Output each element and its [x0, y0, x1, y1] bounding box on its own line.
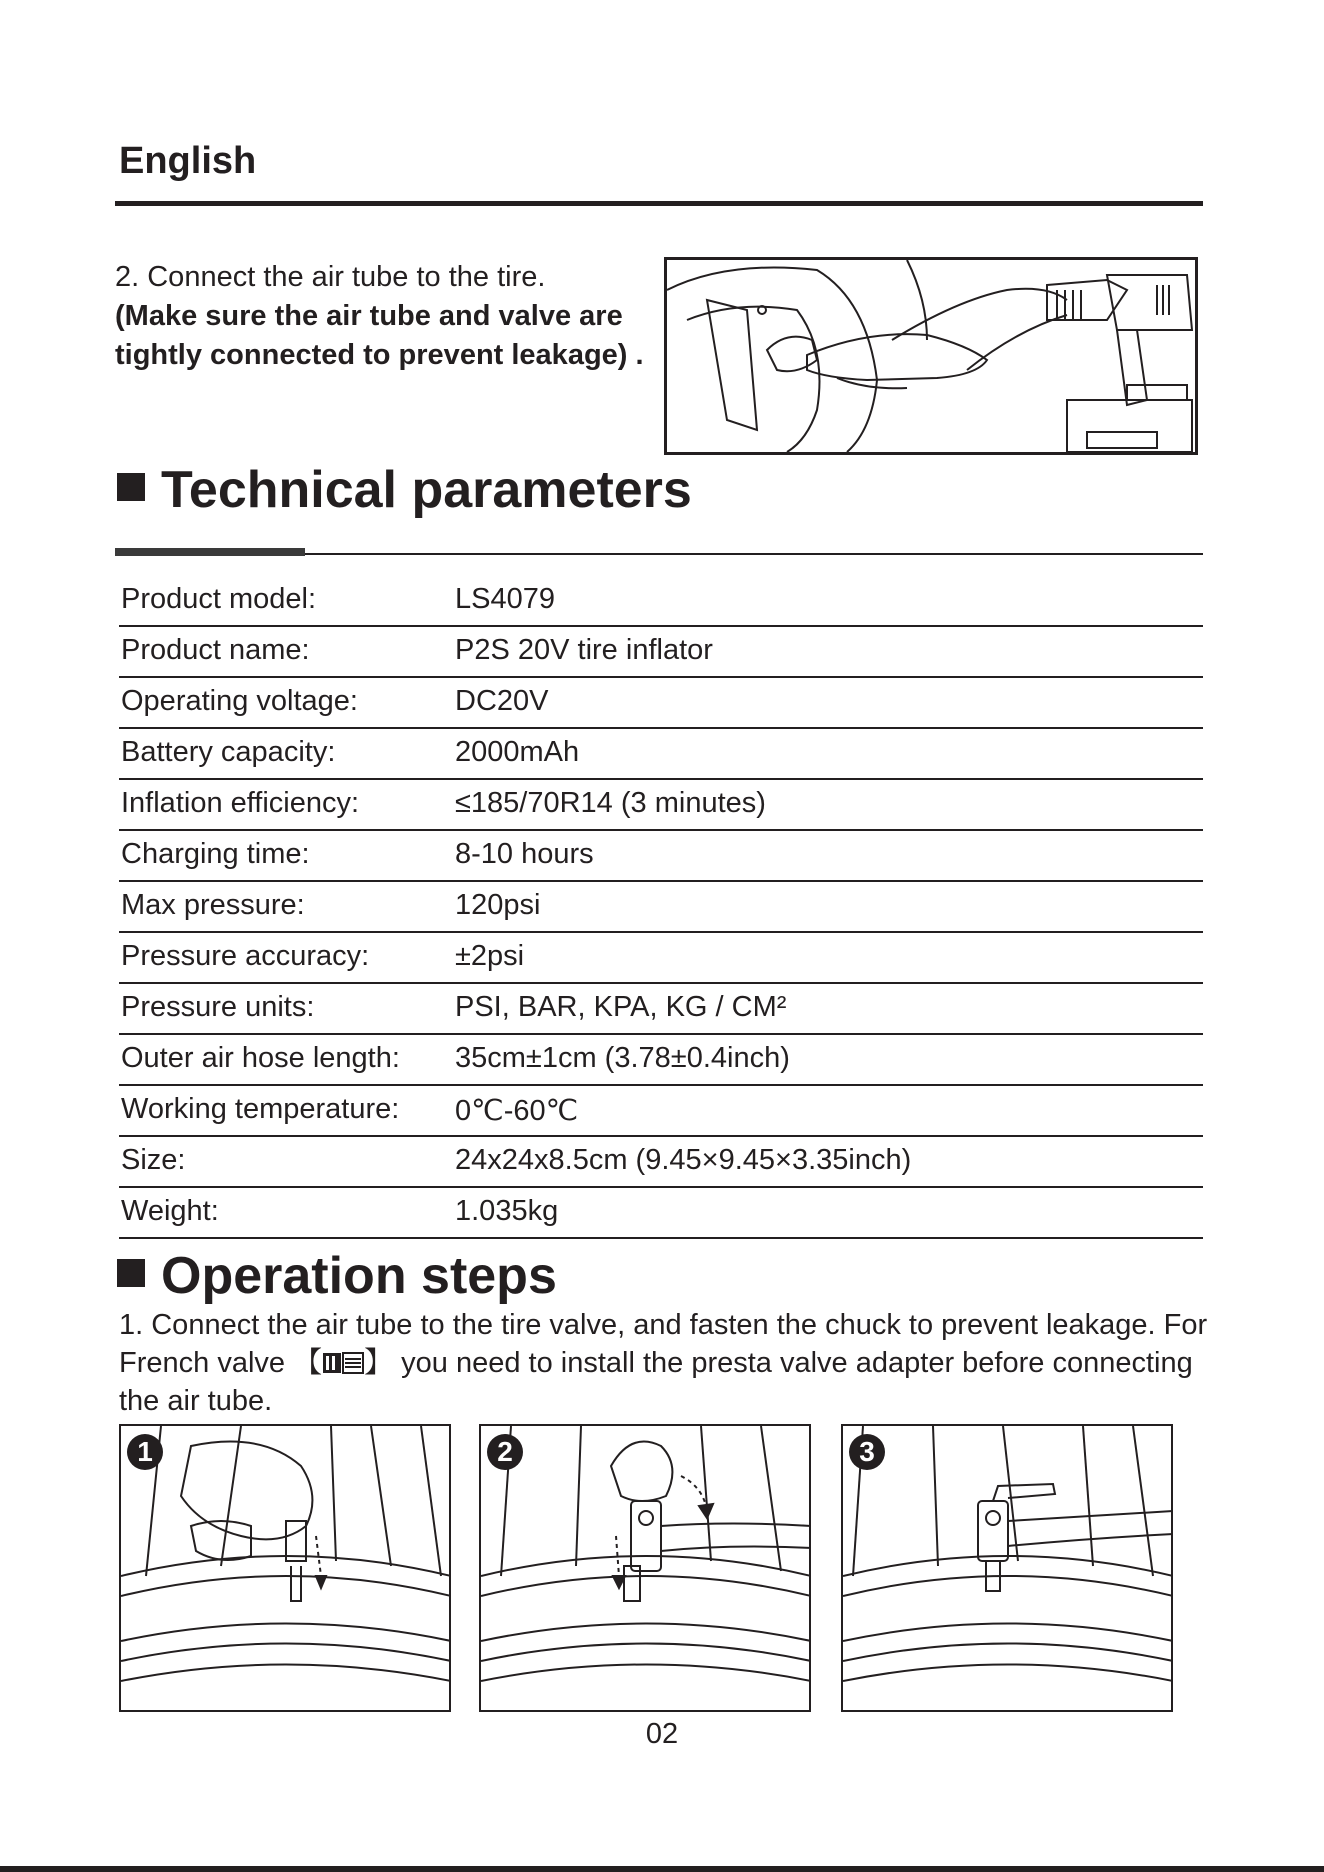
step-number-badge: 3 [849, 1434, 885, 1470]
page-number: 02 [645, 1718, 679, 1750]
bottom-edge-bar [0, 1866, 1324, 1872]
spec-row: Battery capacity: 2000mAh [119, 729, 1203, 780]
operation-step-1-text: 1. Connect the air tube to the tire valve, and fasten the chuck to prevent leakage. For French valve 【 】 you need to install the presta valve adapter before connecting the air tube. [119, 1309, 1208, 1417]
spec-table [119, 576, 1203, 1239]
operation-steps-heading: Operation steps [117, 1246, 557, 1306]
spec-row: Pressure accuracy: ±2psi [119, 933, 1203, 984]
spec-row: Inflation efficiency: ≤185/70R14 (3 minutes) [119, 780, 1203, 831]
spec-row: Product model: LS4079 [119, 576, 1203, 627]
spec-row: Max pressure: 120psi [119, 882, 1203, 933]
step-2-illustration [479, 1424, 811, 1712]
inflator-connection-illustration [664, 257, 1198, 455]
intro-text [115, 258, 645, 375]
step-number-badge: 2 [487, 1434, 523, 1470]
operation-illustrations [119, 1424, 1173, 1712]
intro-note: (Make sure the air tube and valve are tightly connected to prevent leakage) . [115, 300, 644, 371]
spec-row: Outer air hose length: 35cm±1cm (3.78±0.4inch) [119, 1035, 1203, 1086]
spec-row: Weight: 1.035kg [119, 1188, 1203, 1239]
section-rule-accent [115, 548, 305, 556]
step-1-illustration [119, 1424, 451, 1712]
spec-row: Product name: P2S 20V tire inflator [119, 627, 1203, 678]
step-number-badge: 1 [127, 1434, 163, 1470]
bullet-square-icon [117, 1259, 145, 1287]
intro-step: 2. Connect the air tube to the tire. [115, 261, 546, 293]
language-heading: English [119, 140, 257, 182]
spec-row: Pressure units: PSI, BAR, KPA, KG / CM² [119, 984, 1203, 1035]
spec-row: Charging time: 8-10 hours [119, 831, 1203, 882]
technical-parameters-heading: Technical parameters [117, 460, 692, 520]
spec-row: Size: 24x24x8.5cm (9.45×9.45×3.35inch) [119, 1137, 1203, 1188]
header-rule [115, 201, 1203, 206]
french-valve-icon [322, 1351, 364, 1375]
spec-row: Working temperature: 0℃-60℃ [119, 1086, 1203, 1137]
step-3-illustration [841, 1424, 1173, 1712]
spec-row: Operating voltage: DC20V [119, 678, 1203, 729]
bullet-square-icon [117, 473, 145, 501]
